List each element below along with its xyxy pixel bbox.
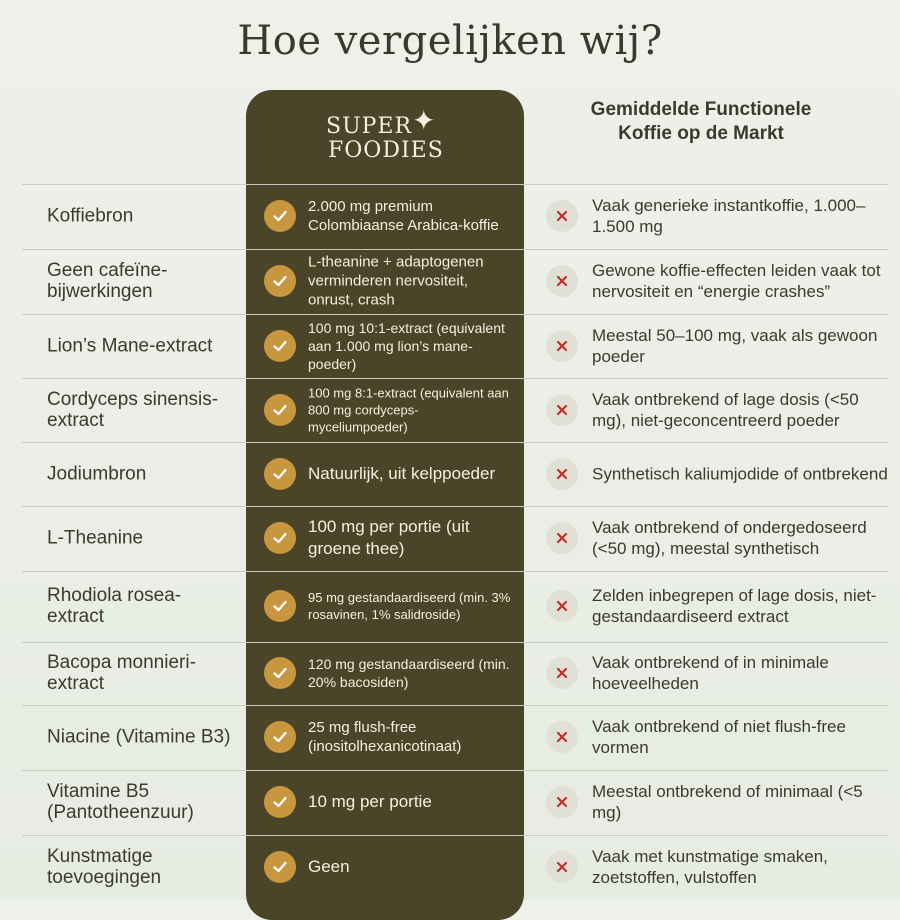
feature-label: Koffiebron (47, 205, 134, 227)
row-divider (22, 571, 888, 572)
market-value: Vaak ontbrekend of lage dosis (<50 mg), niet-geconcentreerd poeder (592, 390, 859, 430)
check-icon (264, 265, 296, 297)
check-icon (264, 786, 296, 818)
superfoodies-value: 100 mg 10:1-extract (equivalent aan 1.000 mg lion’s mane-poeder) (308, 320, 505, 372)
market-value: Zelden inbegrepen of lage dosis, niet-gestandaardiseerd extract (592, 586, 877, 626)
row-divider (22, 642, 888, 643)
row-divider (22, 506, 888, 507)
feature-label: Vitamine B5 (Pantotheenzuur) (47, 781, 194, 823)
superfoodies-value: 100 mg per portie (uit groene thee) (308, 517, 470, 558)
market-value: Synthetisch kaliumjodide of ontbrekend (592, 464, 888, 484)
superfoodies-value: 120 mg gestandaardiseerd (min. 20% bacosiden) (308, 656, 510, 690)
superfoodies-value: 25 mg flush-free (inositolhexanicotinaat) (308, 719, 462, 755)
cross-icon (546, 394, 578, 426)
feature-label: Cordyceps sinensis-extract (47, 389, 219, 431)
feature-label: Kunstmatige toevoegingen (47, 846, 162, 888)
feature-label: Niacine (Vitamine B3) (47, 726, 231, 748)
cross-icon (546, 522, 578, 554)
superfoodies-value: Geen (308, 857, 350, 876)
superfoodies-value: 95 mg gestandaardiseerd (min. 3% rosavinen, 1% salidroside) (308, 590, 511, 622)
cross-icon (546, 265, 578, 297)
brand-logo-line2: FOODIES (328, 138, 444, 163)
row-divider (22, 770, 888, 771)
brand-logo (246, 100, 524, 180)
check-icon (264, 590, 296, 622)
cross-icon (546, 721, 578, 753)
market-value: Gewone koffie-effecten leiden vaak tot nervositeit en “energie crashes” (592, 261, 881, 301)
cross-icon (546, 851, 578, 883)
check-icon (264, 200, 296, 232)
check-icon (264, 458, 296, 490)
check-icon (264, 657, 296, 689)
superfoodies-value: L-theanine + adaptogenen verminderen nervositeit, onrust, crash (308, 253, 484, 309)
feature-label: Bacopa monnieri-extract (47, 652, 196, 694)
cross-icon (546, 786, 578, 818)
sparkle-icon: ✦ (412, 104, 436, 137)
superfoodies-value: 10 mg per portie (308, 792, 432, 811)
page-title: Hoe vergelijken wij? (237, 18, 663, 64)
comparison-header: Gemiddelde Functionele Koffie op de Markt (590, 99, 812, 144)
feature-label: Jodiumbron (47, 463, 147, 485)
superfoodies-value: 100 mg 8:1-extract (equivalent aan 800 mg cordyceps-myceliumpoeder) (308, 385, 509, 435)
feature-label: Geen cafeïne-bijwerkingen (47, 260, 168, 302)
check-icon (264, 330, 296, 362)
market-value: Vaak ontbrekend of ondergedoseerd (<50 mg), meestal synthetisch (592, 518, 867, 558)
cross-icon (546, 200, 578, 232)
cross-icon (546, 458, 578, 490)
feature-label: Rhodiola rosea-extract (47, 585, 182, 627)
check-icon (264, 522, 296, 554)
market-value: Vaak ontbrekend of niet flush-free vormen (592, 717, 846, 757)
feature-label: L-Theanine (47, 527, 144, 549)
cross-icon (546, 330, 578, 362)
check-icon (264, 721, 296, 753)
superfoodies-value: 2.000 mg premium Colombiaanse Arabica-koffie (308, 198, 499, 234)
cross-icon (546, 657, 578, 689)
row-divider (22, 835, 888, 836)
row-divider (22, 314, 888, 315)
row-divider (22, 249, 888, 250)
row-divider (22, 378, 888, 379)
market-value: Vaak generieke instantkoffie, 1.000–1.500 mg (592, 196, 866, 236)
superfoodies-value: Natuurlijk, uit kelppoeder (308, 464, 496, 483)
market-value: Vaak ontbrekend of in minimale hoeveelheden (592, 653, 829, 693)
row-divider (22, 442, 888, 443)
cross-icon (546, 590, 578, 622)
feature-label: Lion’s Mane-extract (47, 335, 213, 357)
market-value: Vaak met kunstmatige smaken, zoetstoffen, vulstoffen (592, 847, 828, 887)
market-value: Meestal 50–100 mg, vaak als gewoon poeder (592, 326, 878, 366)
market-value: Meestal ontbrekend of minimaal (<5 mg) (592, 782, 863, 822)
row-divider (22, 184, 888, 185)
check-icon (264, 851, 296, 883)
row-divider (22, 705, 888, 706)
brand-logo-line1: SUPER (326, 114, 413, 139)
check-icon (264, 394, 296, 426)
